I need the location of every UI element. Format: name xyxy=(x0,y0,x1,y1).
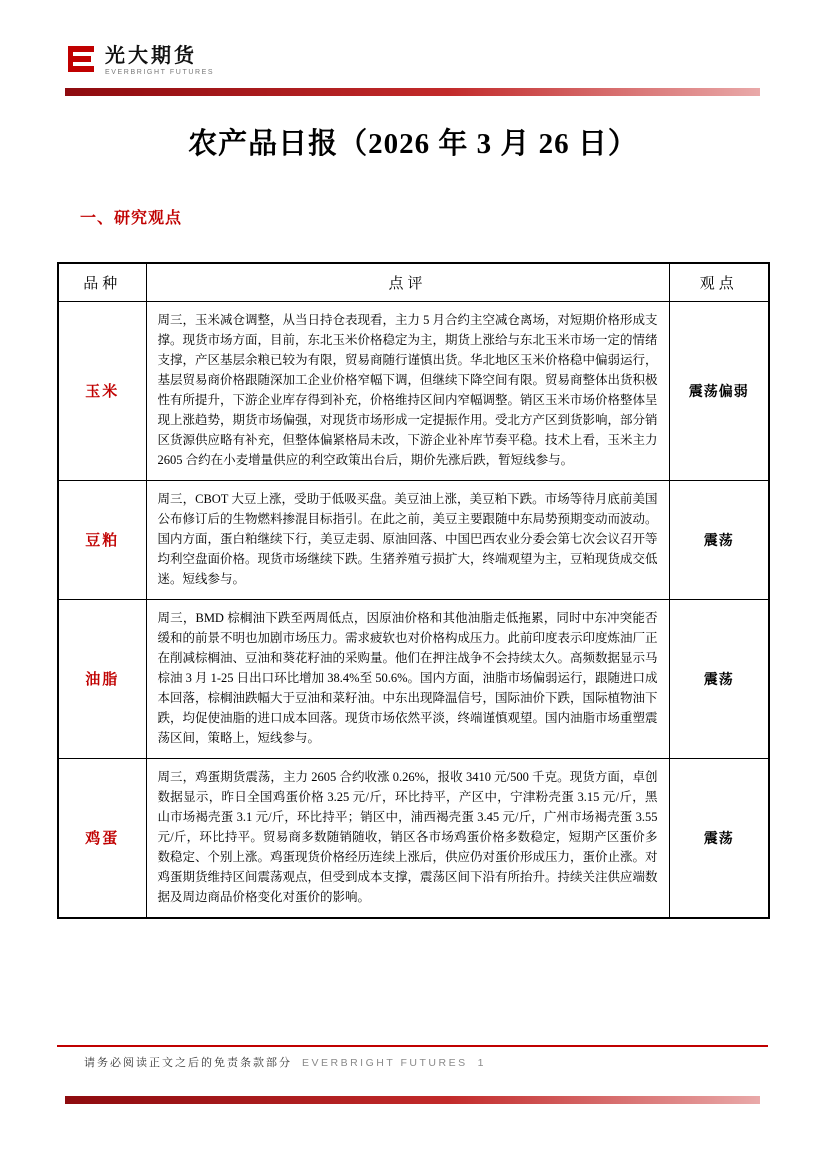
comment-cell: 周三，鸡蛋期货震荡，主力 2605 合约收涨 0.26%，报收 3410 元/500 千克。现货方面，卓创数据显示，昨日全国鸡蛋价格 3.25 元/斤，环比持平，产区中，宁津粉壳蛋 3.15 元/斤，黑山市场褐壳蛋 3.1 元/斤，环比持平；销区中，浦西褐壳蛋 3.45 元/斤，广州市场褐壳蛋 3.55 元/斤，环比持平。贸易商多数随销随收，销区各市场鸡蛋价格多数稳定，短期产区蛋价多数稳定、个别上涨。鸡蛋现货价格经历连续上涨后，供应仍对蛋价形成压力，蛋价止涨。对鸡蛋期货维持区间震荡观点，但受到成本支撑，震荡区间下沿有所抬升。持续关注供应端数据及周边商品价格变化对蛋价的影响。 xyxy=(146,758,669,918)
footer-page-number: 1 xyxy=(477,1057,486,1069)
col-header-comment: 点评 xyxy=(146,263,669,301)
report-title: 农产品日报（2026 年 3 月 26 日） xyxy=(188,128,638,160)
view-cell: 震荡 xyxy=(669,480,769,599)
variety-cell: 鸡蛋 xyxy=(58,758,146,918)
comment-cell: 周三，玉米减仓调整，从当日持仓表现看，主力 5 月合约主空减仓离场，对短期价格形成支撑。现货市场方面，目前，东北玉米价格稳定为主，期货上涨给与东北玉米市场一定的情绪支撑，产区基层余粮已较为有限，贸易商随行谨慎出货。华北地区玉米价格稳中偏弱运行，基层贸易商价格跟随深加工企业价格窄幅下调，但继续下降空间有限。贸易商整体出货积极性有所提升，下游企业库存得到补充，价格维持区间内窄幅调整。销区玉米市场价格整体呈现上涨趋势，期货市场偏强，对现货市场形成一定提振作用。受北方产区到货影响，部分销区货源供应略有补充，但整体偏紧格局未改，下游企业补库节奏平稳。技术上看，玉米主力 2605 合约在小麦增量供应的利空政策出台后，期价先涨后跌，暂短线参与。 xyxy=(146,301,669,480)
footer-divider-line xyxy=(57,1045,768,1047)
table-row-corn xyxy=(58,301,769,480)
col-header-variety: 品种 xyxy=(58,263,146,301)
comment-cell: 周三，BMD 棕榈油下跌至两周低点，因原油价格和其他油脂走低拖累，同时中东冲突能否缓和的前景不明也加剧市场压力。需求疲软也对价格构成压力。此前印度表示印度炼油厂正在削减棕榈油、豆油和葵花籽油的采购量。他们在押注战争不会持续太久。高频数据显示马棕油 3 月 1-25 日出口环比增加 38.4%至 50.6%。国内方面，油脂市场偏弱运行，跟随进口成本回落，棕榈油跌幅大于豆油和菜籽油。中东出现降温信号，国际油价下跌，国际植物油下跌，均促使油脂的进口成本回落。现货市场依然平淡，终端谨慎观望。国内油脂市场重塑震荡区间，策略上，短线参与。 xyxy=(146,599,669,758)
research-views-table xyxy=(57,262,770,919)
everbright-logo-icon xyxy=(68,44,96,76)
comment-cell: 周三，CBOT 大豆上涨，受助于低吸买盘。美豆油上涨，美豆粕下跌。市场等待月底前美国公布修订后的生物燃料掺混目标指引。在此之前，美豆主要跟随中东局势预期变动而波动。国内方面，蛋白粕继续下行，美豆走弱、原油回落、中国巴西农业分委会第七次会议召开等均利空盘面价格。现货市场继续下跌。生猪养殖亏损扩大，终端观望为主，豆粕现货成交低迷。短线参与。 xyxy=(146,480,669,599)
footer-brand: EVERBRIGHT FUTURES xyxy=(302,1057,468,1069)
footer-bottom-bar xyxy=(65,1096,760,1104)
header-divider-bar xyxy=(65,88,760,96)
logo-text-block xyxy=(105,45,214,76)
view-cell: 震荡偏弱 xyxy=(669,301,769,480)
variety-cell: 豆粕 xyxy=(58,480,146,599)
logo-cn-text: 光大期货 xyxy=(105,44,197,67)
logo-en-text: EVERBRIGHT FUTURES xyxy=(105,68,215,76)
header xyxy=(68,44,214,76)
variety-cell: 油脂 xyxy=(58,599,146,758)
table-header-row xyxy=(58,263,769,301)
col-header-view: 观点 xyxy=(669,263,769,301)
table-row-soybean-meal xyxy=(58,480,769,599)
table-row-eggs xyxy=(58,758,769,918)
footer xyxy=(84,1054,485,1070)
view-cell: 震荡 xyxy=(669,599,769,758)
view-cell: 震荡 xyxy=(669,758,769,918)
footer-disclaimer: 请务必阅读正文之后的免责条款部分 xyxy=(84,1057,292,1069)
table-row-oils xyxy=(58,599,769,758)
variety-cell: 玉米 xyxy=(58,301,146,480)
section-heading: 一、研究观点 xyxy=(80,210,183,227)
